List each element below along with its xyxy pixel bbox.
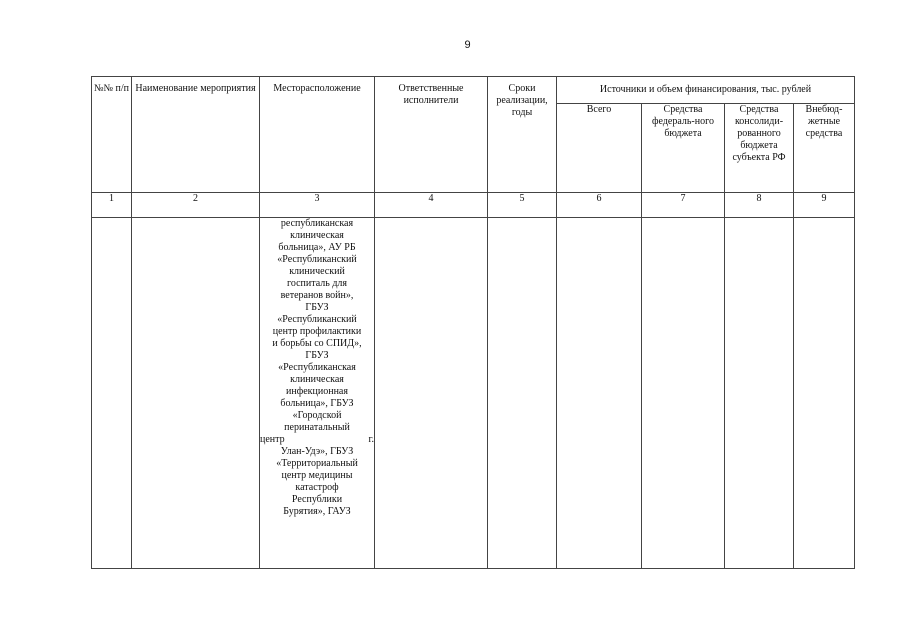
page-number: 9 (464, 39, 471, 51)
location-line: клиническая (290, 374, 344, 385)
header-number: №№ п/п (92, 77, 132, 193)
cell-number (92, 218, 132, 569)
funding-table (91, 76, 855, 569)
location-justified-right: г. (368, 434, 374, 445)
header-funding-group: Источники и объем финансирования, тыс. рублей (557, 77, 855, 104)
header-total: Всего (557, 104, 642, 193)
column-number: 7 (642, 193, 725, 218)
location-line: клиническая (290, 230, 344, 241)
column-number: 4 (375, 193, 488, 218)
location-line: «Территориальный (276, 458, 358, 469)
location-line: инфекционная (286, 386, 348, 397)
location-line: больница», ГБУЗ (280, 398, 354, 409)
location-line: ветеранов войн», (280, 290, 354, 301)
location-line: ГБУЗ (305, 302, 329, 313)
column-number: 1 (92, 193, 132, 218)
column-number: 3 (260, 193, 375, 218)
location-line: клинический (289, 266, 345, 277)
location-line: Республики (291, 494, 343, 505)
header-event-name: Наименование мероприятия (132, 77, 260, 193)
location-line: «Республиканский (277, 314, 357, 325)
location-text-bottom (260, 446, 374, 518)
cell-terms (488, 218, 557, 569)
location-line: центр медицины (281, 470, 353, 481)
location-text-top (260, 218, 374, 434)
column-number: 2 (132, 193, 260, 218)
cell-event-name (132, 218, 260, 569)
header-terms: Сроки реализации, годы (488, 77, 557, 193)
location-line: госпиталь для (287, 278, 347, 289)
location-line: катастроф (295, 482, 339, 493)
location-line: ГБУЗ (305, 350, 329, 361)
location-justified-left: центр (260, 434, 285, 445)
cell-responsible (375, 218, 488, 569)
location-line: перинатальный (284, 422, 350, 433)
cell-total (557, 218, 642, 569)
header-federal-budget: Средства федераль-ного бюджета (642, 104, 725, 193)
location-line: Бурятия», ГАУЗ (283, 506, 351, 517)
header-location: Месторасположение (260, 77, 375, 193)
cell-consolidated-budget (725, 218, 794, 569)
location-line: «Республиканский (277, 254, 357, 265)
cell-federal-budget (642, 218, 725, 569)
cell-location (260, 218, 375, 569)
location-line: центр профилактики (272, 326, 362, 337)
column-number: 9 (794, 193, 855, 218)
location-line: больница», АУ РБ (278, 242, 356, 253)
column-number: 6 (557, 193, 642, 218)
location-line: Улан-Удэ», ГБУЗ (280, 446, 354, 457)
location-justified-line (260, 434, 374, 446)
header-responsible: Ответственные исполнители (375, 77, 488, 193)
column-number: 8 (725, 193, 794, 218)
location-line: «Городской (292, 410, 342, 421)
column-number: 5 (488, 193, 557, 218)
location-line: «Республиканская (278, 362, 356, 373)
location-line: республиканская (280, 218, 354, 229)
header-consolidated-budget: Средства консолиди-рованного бюджета субъекта РФ (725, 104, 794, 193)
location-line: и борьбы со СПИД», (272, 338, 362, 349)
cell-extrabudgetary (794, 218, 855, 569)
header-extrabudgetary: Внебюд-жетные средства (794, 104, 855, 193)
